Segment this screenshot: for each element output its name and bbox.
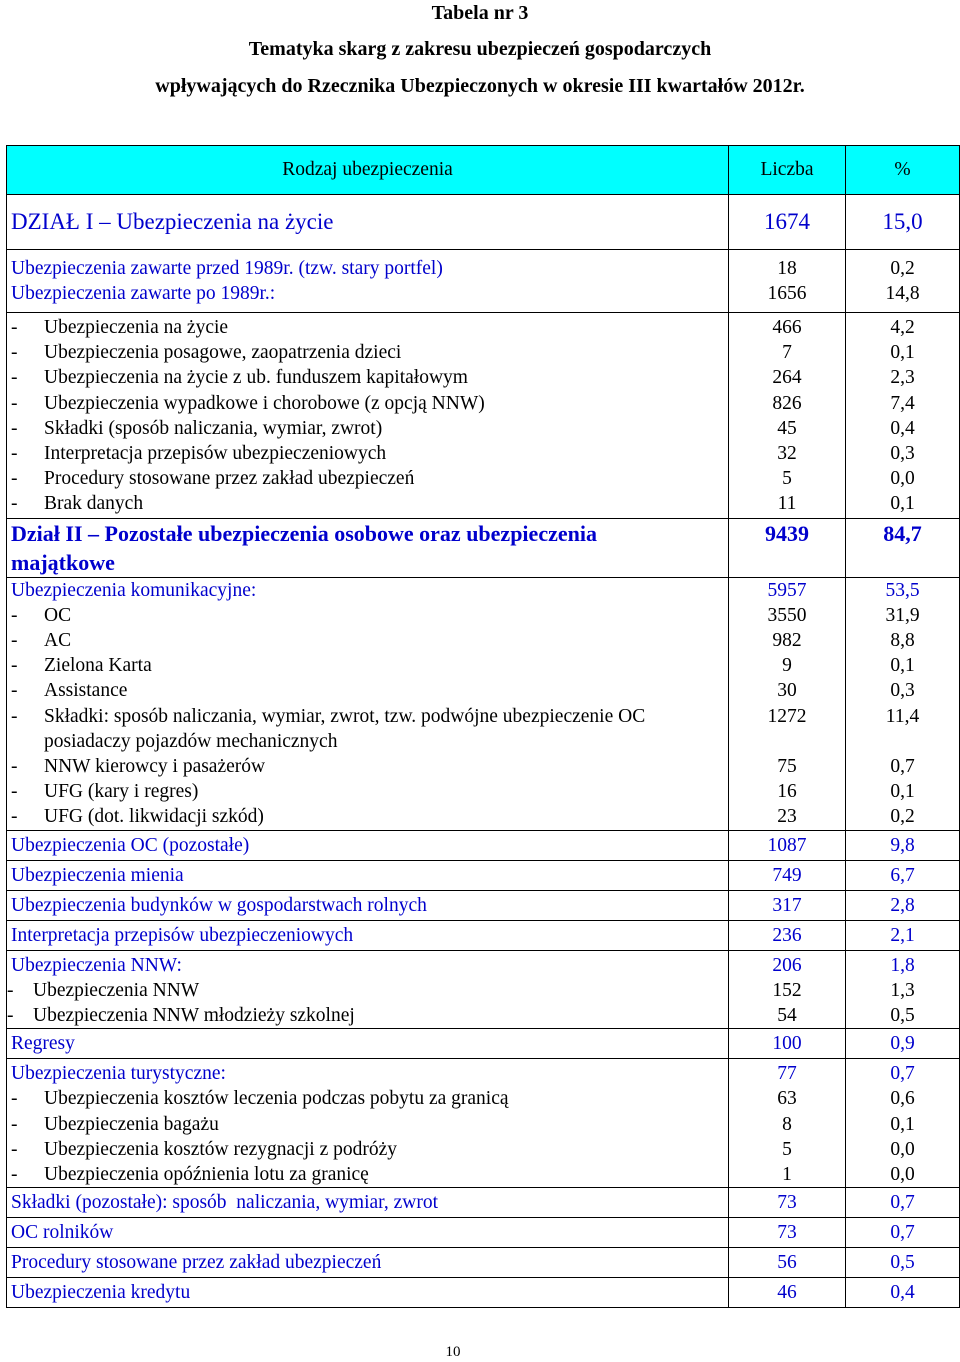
list-item: - Ubezpieczenia posagowe, zaopatrzenia dzieci: [11, 342, 402, 364]
motor-percents: 53,5 31,9 8,8 0,1 0,3 11,4 0,7 0,1 0,2: [846, 577, 960, 830]
life-items-labels: [7, 313, 729, 519]
nnw-percents: 1,8 1,3 0,5: [846, 950, 960, 1029]
section-1-count: 1674: [729, 195, 846, 250]
portfolio-labels: [7, 250, 729, 313]
list-item: - Ubezpieczenia wypadkowe i chorobowe (z opcją NNW): [11, 392, 485, 414]
section-2-label: Dział II – Pozostałe ubezpieczenia osobowe oraz ubezpieczenia majątkowe: [7, 518, 729, 577]
list-item: - OC: [11, 604, 72, 626]
travel-labels: Ubezpieczenia turystyczne: - Ubezpieczenia kosztów leczenia podczas pobytu za granicą - Ubezpieczenia bagażu - Ubezpieczenia kosztów rezygnacji z podróży - Ubezpieczenia opóźnienia lotu za granicę: [7, 1059, 729, 1188]
portfolio-percents: [846, 250, 960, 313]
travel-row: [7, 1059, 960, 1188]
table-row: Ubezpieczenia budynków w gospodarstwach rolnych 317 2,8: [7, 890, 960, 920]
section-1-percent: 15,0: [846, 195, 960, 250]
motor-counts: 5957 3550 982 9 30 1272 75 16 23: [729, 577, 846, 830]
list-item: - Ubezpieczenia na życie z ub. funduszem kapitałowym: [11, 367, 468, 389]
table-row: Interpretacja przepisów ubezpieczeniowych 236 2,1: [7, 920, 960, 950]
list-item: - Brak danych: [11, 493, 144, 515]
list-item: - Procedury stosowane przez zakład ubezpieczeń: [11, 468, 415, 490]
table-row: Regresy 100 0,9: [7, 1029, 960, 1059]
section-2-percent: 84,7: [846, 518, 960, 577]
nnw-row: [7, 950, 960, 1029]
list-item: - Assistance: [11, 680, 128, 702]
title-line-1: Tematyka skarg z zakresu ubezpieczeń gospodarczych: [248, 38, 712, 60]
nnw-counts: 206 152 54: [729, 950, 846, 1029]
table-row: OC rolników 73 0,7: [7, 1218, 960, 1248]
list-item: - Ubezpieczenia NNW młodzieży szkolnej: [7, 1005, 355, 1027]
list-item: - AC: [11, 630, 72, 652]
header-percent: %: [846, 146, 960, 195]
complaints-table: [6, 145, 960, 1308]
header-row: [7, 146, 960, 195]
list-item: - NNW kierowcy i pasażerów: [11, 756, 266, 778]
table-row: Składki (pozostałe): sposób naliczania, wymiar, zwrot 73 0,7: [7, 1188, 960, 1218]
header-count: Liczba: [729, 146, 846, 195]
portfolio-count: 1656: [767, 283, 807, 305]
table-row: Ubezpieczenia OC (pozostałe) 1087 9,8: [7, 830, 960, 860]
life-items-percents: 4,2 0,1 2,3 7,4 0,4 0,3 0,0 0,1: [846, 313, 960, 519]
list-item: - Składki: sposób naliczania, wymiar, zwrot, tzw. podwójne ubezpieczenie OC: [11, 705, 646, 727]
section-2-row: [7, 518, 960, 577]
title-line-2: wpływających do Rzecznika Ubezpieczonych w okresie III kwartałów 2012r.: [155, 75, 805, 97]
portfolio-count: 18: [777, 258, 797, 279]
table-row: Procedury stosowane przez zakład ubezpieczeń 56 0,5: [7, 1248, 960, 1278]
life-items-row: [7, 313, 960, 519]
list-item: - Zielona Karta: [11, 655, 152, 677]
motor-label: Ubezpieczenia komunikacyjne:: [11, 579, 257, 601]
list-item: - Ubezpieczenia kosztów leczenia podczas pobytu za granicą: [11, 1088, 509, 1110]
list-item: - Ubezpieczenia NNW: [7, 979, 200, 1001]
list-item: - UFG (kary i regres): [11, 781, 199, 803]
list-item: - Ubezpieczenia opóźnienia lotu za granicę: [11, 1164, 369, 1186]
portfolio-label: Ubezpieczenia zawarte przed 1989r. (tzw. stary portfel): [11, 258, 443, 279]
section-1-label: DZIAŁ I – Ubezpieczenia na życie: [7, 195, 729, 250]
list-item: - Ubezpieczenia bagażu: [11, 1113, 219, 1135]
list-item-continuation: posiadaczy pojazdów mechanicznych: [44, 730, 338, 752]
motor-labels: [7, 577, 729, 830]
portfolio-counts: [729, 250, 846, 313]
portfolio-percent: 14,8: [885, 283, 920, 305]
list-item: - Ubezpieczenia kosztów rezygnacji z podróży: [11, 1138, 397, 1160]
section-2-count: 9439: [729, 518, 846, 577]
page-number: 10: [445, 1344, 461, 1360]
section-1-row: [7, 195, 960, 250]
portfolio-row: [7, 250, 960, 313]
list-item: - UFG (dot. likwidacji szkód): [11, 806, 264, 828]
portfolio-percent: 0,2: [890, 258, 915, 279]
motor-row: [7, 577, 960, 830]
travel-percents: 0,7 0,6 0,1 0,0 0,0: [846, 1059, 960, 1188]
list-item: - Ubezpieczenia na życie: [11, 317, 229, 338]
list-item: - Interpretacja przepisów ubezpieczeniowych: [11, 443, 387, 465]
table-row: Ubezpieczenia kredytu 46 0,4: [7, 1278, 960, 1308]
travel-counts: 77 63 8 5 1: [729, 1059, 846, 1188]
table-row: Ubezpieczenia mienia 749 6,7: [7, 860, 960, 890]
portfolio-label: Ubezpieczenia zawarte po 1989r.:: [11, 283, 276, 305]
nnw-labels: Ubezpieczenia NNW: - Ubezpieczenia NNW - Ubezpieczenia NNW młodzieży szkolnej: [7, 950, 729, 1029]
list-item: - Składki (sposób naliczania, wymiar, zwrot): [11, 417, 383, 439]
life-items-counts: 466 7 264 826 45 32 5 11: [729, 313, 846, 519]
table-number: Tabela nr 3: [431, 2, 529, 24]
header-type: Rodzaj ubezpieczenia: [7, 146, 729, 195]
